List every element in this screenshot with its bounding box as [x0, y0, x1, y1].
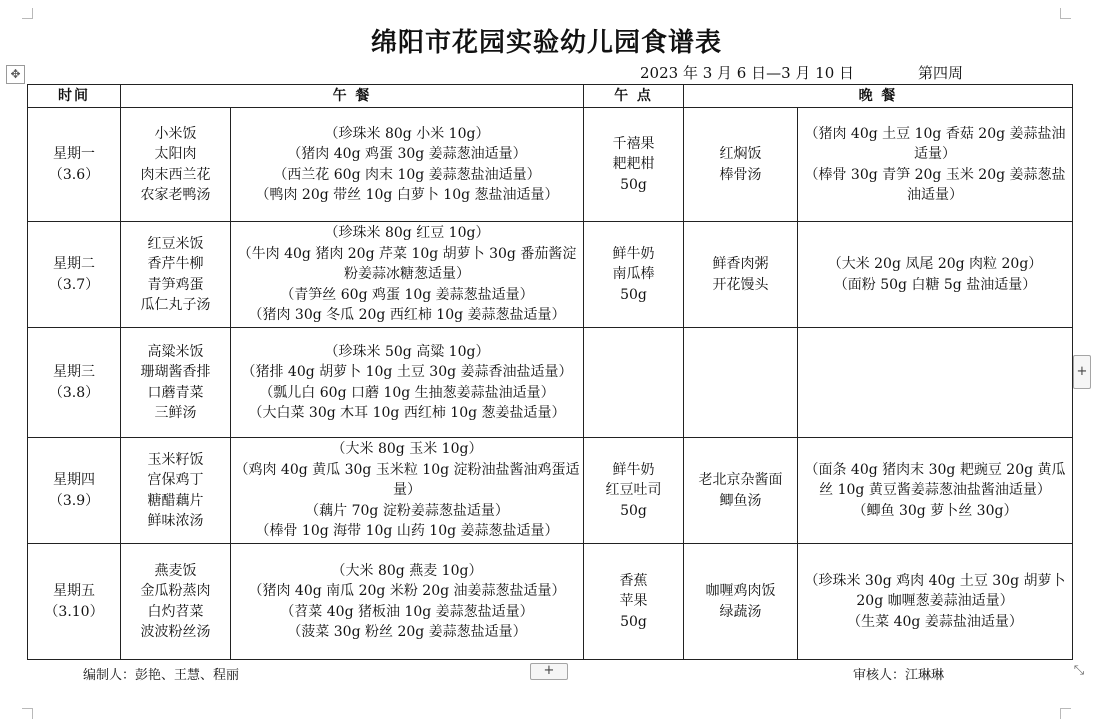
lunch-ingredients-cell-line: （猪肉 30g 冬瓜 20g 西红柿 10g 姜蒜葱盐适量） — [248, 307, 566, 324]
lunch-dishes-cell-line: 香芹牛柳 — [147, 256, 204, 272]
lunch-dishes-cell-line: 高粱米饭 — [147, 343, 204, 360]
lunch-dishes-cell-line: 三鲜汤 — [154, 405, 197, 421]
header-time: 时间 — [28, 85, 121, 108]
lunch-dishes-cell-line: 小米饭 — [154, 125, 197, 142]
lunch-ingredients-cell-line: （大白菜 30g 木耳 10g 西红柿 10g 葱姜盐适量） — [248, 405, 566, 421]
dinner-dishes-cell-line: 开花馒头 — [712, 276, 769, 293]
menu-table[interactable] — [27, 84, 1073, 660]
menu-row — [28, 222, 1073, 328]
lunch-ingredients-cell-line: （珍珠米 80g 小米 10g） — [324, 125, 490, 142]
header-lunch: 午 餐 — [121, 85, 584, 108]
lunch-dishes-cell[interactable] — [121, 108, 231, 222]
lunch-ingredients-cell-line: （猪肉 40g 南瓜 20g 米粉 20g 油姜蒜葱盐适量） — [248, 583, 566, 599]
day-cell[interactable] — [28, 108, 121, 222]
menu-row — [28, 328, 1073, 438]
date-range: 2023 年 3 月 6 日—3 月 10 日 — [640, 64, 855, 82]
lunch-dishes-cell[interactable] — [121, 328, 231, 438]
lunch-ingredients-cell-line: （西兰花 60g 肉末 10g 姜蒜葱盐油适量） — [273, 166, 541, 183]
snack-cell[interactable] — [584, 438, 684, 544]
snack-cell-line: 红豆吐司 — [605, 482, 662, 499]
lunch-ingredients-cell-line: （牛肉 40g 猪肉 20g 芹菜 10g 胡萝卜 30g 番茄酱淀粉姜蒜冰糖葱适量） — [237, 245, 577, 283]
page-corner-mark — [1060, 708, 1071, 719]
lunch-ingredients-cell-line: （瓢儿白 60g 口蘑 10g 生抽葱姜蒜盐油适量） — [259, 384, 555, 401]
snack-cell-line: 50g — [620, 176, 647, 193]
snack-cell-line: 鲜牛奶 — [612, 245, 655, 262]
lunch-ingredients-cell-line: （猪肉 40g 鸡蛋 30g 姜蒜葱油适量） — [287, 146, 527, 162]
editor-label: 编制人：彭艳、王慧、程丽 — [83, 668, 240, 683]
lunch-dishes-cell-line: 宫保鸡丁 — [147, 472, 204, 488]
day-date: （3.9） — [48, 492, 100, 509]
menu-row — [28, 108, 1073, 222]
lunch-dishes-cell-line: 肉末西兰花 — [140, 166, 211, 183]
day-date: （3.8） — [48, 384, 100, 401]
dinner-dishes-cell[interactable] — [684, 438, 798, 544]
week-label: 第四周 — [918, 64, 964, 82]
lunch-dishes-cell-line: 鲜味浓汤 — [147, 513, 204, 529]
dinner-dishes-cell[interactable] — [684, 328, 798, 438]
lunch-ingredients-cell-line: （珍珠米 80g 红豆 10g） — [324, 225, 490, 242]
day-name: 星期二 — [53, 256, 95, 272]
dinner-ingredients-cell-line: （面条 40g 猪肉末 30g 耙豌豆 20g 黄瓜丝 10g 黄豆酱姜蒜葱油盐酱油适量） — [804, 461, 1066, 499]
lunch-dishes-cell-line: 口蘑青菜 — [147, 384, 204, 401]
lunch-dishes-cell-line: 波波粉丝汤 — [140, 624, 211, 640]
dinner-dishes-cell-line: 咖喱鸡肉饭 — [705, 583, 776, 599]
add-row-button[interactable]: + — [530, 663, 568, 680]
dinner-dishes-cell-line: 红焖饭 — [719, 146, 762, 162]
lunch-dishes-cell[interactable] — [121, 544, 231, 660]
page-corner-mark — [22, 708, 33, 719]
lunch-dishes-cell[interactable] — [121, 222, 231, 328]
day-date: （3.10） — [44, 603, 104, 620]
table-move-handle-icon[interactable]: ✥ — [6, 65, 25, 84]
lunch-ingredients-cell-line: （大米 80g 燕麦 10g） — [331, 562, 483, 579]
dinner-dishes-cell-line: 鲫鱼汤 — [719, 492, 762, 509]
lunch-ingredients-cell-line: （鸡肉 40g 黄瓜 30g 玉米粒 10g 淀粉油盐酱油鸡蛋适量） — [234, 461, 580, 499]
lunch-ingredients-cell[interactable] — [231, 544, 584, 660]
page-title: 绵阳市花园实验幼儿园食谱表 — [370, 28, 722, 58]
snack-cell[interactable] — [584, 108, 684, 222]
dinner-ingredients-cell-line: （猪肉 40g 土豆 10g 香菇 20g 姜蒜盐油适量） — [804, 125, 1066, 162]
lunch-ingredients-cell[interactable] — [231, 222, 584, 328]
dinner-dishes-cell-line: 鲜香肉粥 — [712, 256, 769, 272]
lunch-ingredients-cell-line: （珍珠米 50g 高粱 10g） — [324, 343, 490, 360]
page-corner-mark — [1060, 8, 1071, 19]
snack-cell-line: 50g — [620, 502, 647, 519]
lunch-ingredients-cell-line: （菠菜 30g 粉丝 20g 姜蒜葱盐适量） — [287, 624, 527, 640]
lunch-ingredients-cell-line: （鸭肉 20g 带丝 10g 白萝卜 10g 葱盐油适量） — [255, 187, 559, 203]
snack-cell[interactable] — [584, 328, 684, 438]
dinner-dishes-cell[interactable] — [684, 222, 798, 328]
snack-cell-line: 50g — [620, 613, 647, 630]
snack-cell-line: 香蕉 — [619, 572, 648, 589]
page-corner-mark — [22, 8, 33, 19]
lunch-dishes-cell-line: 太阳肉 — [154, 146, 197, 162]
snack-cell[interactable] — [584, 544, 684, 660]
dinner-ingredients-cell-line: （珍珠米 30g 鸡肉 40g 土豆 30g 胡萝卜 20g 咖喱葱姜蒜油适量） — [804, 572, 1066, 610]
snack-cell[interactable] — [584, 222, 684, 328]
day-name: 星期一 — [53, 146, 95, 162]
menu-body — [28, 108, 1073, 660]
snack-cell-line: 千禧果 — [612, 135, 655, 152]
lunch-ingredients-cell-line: （藕片 70g 淀粉姜蒜葱盐适量） — [305, 502, 509, 519]
lunch-ingredients-cell-line: （大米 80g 玉米 10g） — [331, 441, 483, 458]
dinner-ingredients-cell-line: （大米 20g 凤尾 20g 肉粒 20g） — [827, 256, 1043, 272]
header-snack: 午 点 — [584, 85, 684, 108]
dinner-ingredients-cell-line: （生菜 40g 姜蒜盐油适量） — [847, 613, 1023, 630]
dinner-dishes-cell-line: 棒骨汤 — [719, 166, 762, 183]
lunch-ingredients-cell-line: （苕菜 40g 猪板油 10g 姜蒜葱盐适量） — [280, 603, 534, 620]
dinner-ingredients-cell-line: （面粉 50g 白糖 5g 盐油适量） — [833, 276, 1037, 293]
header-dinner: 晚 餐 — [684, 85, 1073, 108]
table-resize-handle-icon[interactable]: ⤡ — [1073, 663, 1085, 678]
lunch-ingredients-cell[interactable] — [231, 328, 584, 438]
lunch-dishes-cell-line: 玉米籽饭 — [147, 451, 204, 468]
day-date: （3.7） — [48, 276, 100, 293]
lunch-ingredients-cell-line: （棒骨 10g 海带 10g 山药 10g 姜蒜葱盐适量） — [255, 523, 559, 540]
menu-row — [28, 438, 1073, 544]
day-name: 星期五 — [53, 583, 95, 599]
snack-cell-line: 鲜牛奶 — [612, 461, 655, 478]
day-cell[interactable] — [28, 438, 121, 544]
lunch-ingredients-cell[interactable] — [231, 108, 584, 222]
lunch-dishes-cell-line: 农家老鸭汤 — [140, 187, 211, 203]
lunch-dishes-cell-line: 糖醋藕片 — [147, 492, 204, 509]
lunch-dishes-cell-line: 白灼苕菜 — [147, 603, 204, 620]
day-name: 星期三 — [53, 364, 95, 380]
lunch-dishes-cell-line: 金瓜粉蒸肉 — [140, 583, 211, 599]
snack-cell-line: 耙耙柑 — [612, 156, 655, 173]
snack-cell-line: 苹果 — [619, 593, 648, 610]
reviewer-label: 审核人：江琳琳 — [853, 668, 945, 683]
snack-cell-line: 50g — [620, 286, 647, 303]
dinner-ingredients-cell[interactable] — [798, 328, 1073, 438]
lunch-dishes-cell-line: 燕麦饭 — [154, 562, 197, 579]
lunch-ingredients-cell[interactable] — [231, 438, 584, 544]
snack-cell-line: 南瓜棒 — [612, 266, 655, 283]
lunch-dishes-cell-line: 红豆米饭 — [147, 235, 204, 252]
dinner-ingredients-cell-line: （棒骨 30g 青笋 20g 玉米 20g 姜蒜葱盐油适量） — [804, 166, 1066, 203]
lunch-ingredients-cell-line: （青笋丝 60g 鸡蛋 10g 姜蒜葱盐适量） — [280, 286, 534, 303]
lunch-dishes-cell-line: 珊瑚酱香排 — [140, 364, 211, 380]
dinner-dishes-cell-line: 老北京杂酱面 — [698, 472, 783, 488]
dinner-dishes-cell[interactable] — [684, 108, 798, 222]
menu-row — [28, 544, 1073, 660]
dinner-dishes-cell-line: 绿蔬汤 — [719, 603, 762, 620]
day-cell[interactable] — [28, 222, 121, 328]
day-cell[interactable] — [28, 328, 121, 438]
dinner-dishes-cell[interactable] — [684, 544, 798, 660]
day-cell[interactable] — [28, 544, 121, 660]
lunch-dishes-cell-line: 青笋鸡蛋 — [147, 276, 204, 293]
add-column-button[interactable]: + — [1073, 355, 1091, 389]
lunch-dishes-cell-line: 瓜仁丸子汤 — [140, 297, 211, 313]
dinner-ingredients-cell[interactable] — [798, 222, 1073, 328]
dinner-ingredients-cell[interactable] — [798, 438, 1073, 544]
day-name: 星期四 — [53, 472, 95, 488]
day-date: （3.6） — [48, 166, 100, 183]
dinner-ingredients-cell[interactable] — [798, 544, 1073, 660]
dinner-ingredients-cell-line: （鲫鱼 30g 萝卜丝 30g） — [852, 502, 1018, 519]
header-row — [28, 85, 1073, 108]
lunch-ingredients-cell-line: （猪排 40g 胡萝卜 10g 土豆 30g 姜蒜香油盐适量） — [241, 364, 573, 380]
lunch-dishes-cell[interactable] — [121, 438, 231, 544]
dinner-ingredients-cell[interactable] — [798, 108, 1073, 222]
